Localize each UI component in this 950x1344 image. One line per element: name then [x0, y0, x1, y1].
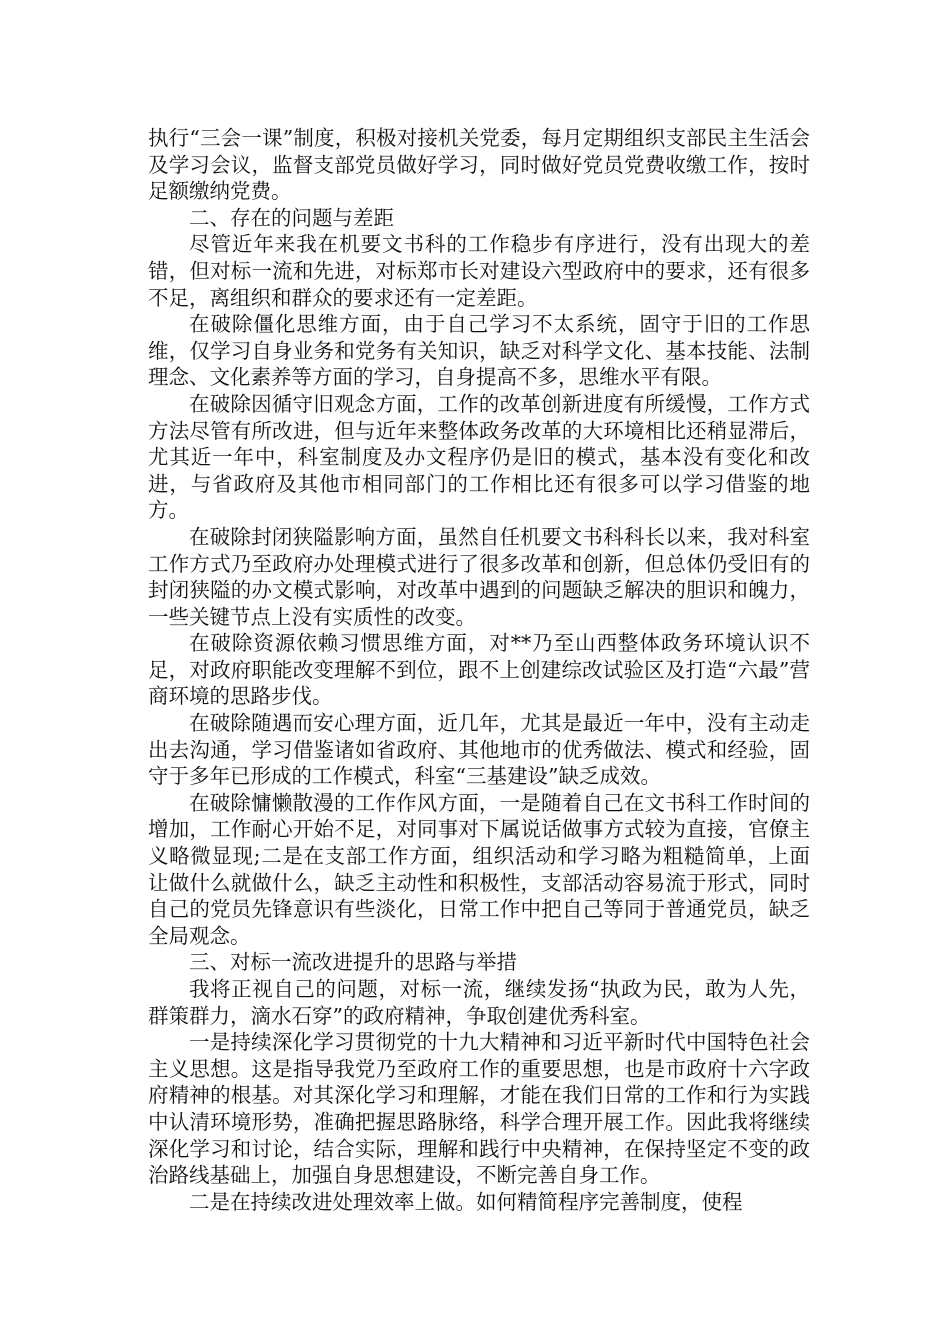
paragraph: 在破除因循守旧观念方面，工作的改革创新进度有所缓慢，工作方式方法尽管有所改进，但与近年来整体政务改革的大环境相比还稍显滞后，尤其近一年中，科室制度及办文程序仍是旧的模式，基本没有变化和改进，与省政府及其他市相同部门的工作相比还有很多可以学习借鉴的地方。 [148, 391, 810, 523]
paragraph: 在破除随遇而安心理方面，近几年，尤其是最近一年中，没有主动走出去沟通，学习借鉴诸如省政府、其他地市的优秀做法、模式和经验，固守于多年已形成的工作模式，科室“三基建设”缺乏成效。 [148, 711, 810, 789]
paragraph: 在破除僵化思维方面，由于自己学习不太系统，固守于旧的工作思维，仅学习自身业务和党务有关知识，缺乏对科学文化、基本技能、法制理念、文化素养等方面的学习，自身提高不多，思维水平有限。 [148, 312, 810, 390]
paragraph: 在破除慵懒散漫的工作作风方面，一是随着自己在文书科工作时间的增加，工作耐心开始不足，对同事对下属说话做事方式较为直接，官僚主义略微显现;二是在支部工作方面，组织活动和学习略为粗糙简单，上面让做什么就做什么，缺乏主动性和积极性，支部活动容易流于形式，同时自己的党员先锋意识有些淡化，日常工作中把自己等同于普通党员，缺乏全局观念。 [148, 790, 810, 948]
paragraph-continuation: 执行“三会一课”制度，积极对接机关党委，每月定期组织支部民主生活会及学习会议，监督支部党员做好学习，同时做好党员党费收缴工作，按时足额缴纳党费。 [148, 126, 810, 204]
section-heading-measures: 三、对标一流改进提升的思路与举措 [189, 950, 517, 975]
document-body [148, 125, 810, 1215]
paragraph: 我将正视自己的问题，对标一流，继续发扬“执政为民，敢为人先，群策群力，滴水石穿”的政府精神，争取创建优秀科室。 [148, 977, 810, 1028]
paragraph: 一是持续深化学习贯彻党的十九大精神和习近平新时代中国特色社会主义思想。这是指导我党乃至政府工作的重要思想，也是市政府十六字政府精神的根基。对其深化学习和理解，才能在我们日常的工作和行为实践中认清环境形势，准确把握思路脉络，科学合理开展工作。因此我将继续深化学习和讨论，结合实际，理解和践行中央精神，在保持坚定不变的政治路线基础上，加强自身思想建设，不断完善自身工作。 [148, 1030, 810, 1188]
paragraph: 在破除资源依赖习惯思维方面，对**乃至山西整体政务环境认识不足，对政府职能改变理解不到位，跟不上创建综改试验区及打造“六最”营商环境的思路步伐。 [148, 631, 810, 709]
paragraph-truncated: 二是在持续改进处理效率上做。如何精简程序完善制度，使程 [189, 1189, 743, 1214]
paragraph: 尽管近年来我在机要文书科的工作稳步有序进行，没有出现大的差错，但对标一流和先进，对标郑市长对建设六型政府中的要求，还有很多不足，离组织和群众的要求还有一定差距。 [148, 232, 810, 310]
section-heading-problems: 二、存在的问题与差距 [189, 205, 394, 230]
paragraph: 在破除封闭狭隘影响方面，虽然自任机要文书科科长以来，我对科室工作方式乃至政府办处理模式进行了很多改革和创新，但总体仍受旧有的封闭狭隘的办文模式影响，对改革中遇到的问题缺乏解决的胆识和魄力，一些关键节点上没有实质性的改变。 [148, 524, 810, 629]
